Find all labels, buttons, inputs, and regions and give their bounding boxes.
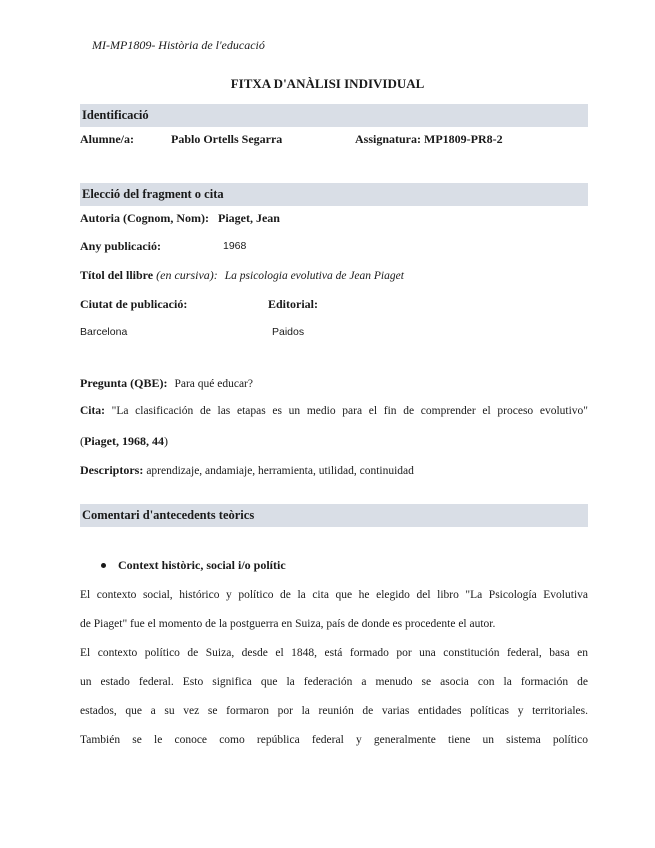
document-title: FITXA D'ANÀLISI INDIVIDUAL [230,76,425,91]
student-label: Alumne/a: [80,132,134,146]
quote-label: Cita: [80,405,105,417]
quote-ref-open: ( [80,434,84,448]
book-label: Títol del llibre [80,268,154,282]
quote-reference [80,434,168,449]
fragment-section-band [80,183,588,206]
quote-ref-close: ) [164,434,168,448]
book-value: La psicologia evolutiva de Jean Piaget [224,270,404,282]
identification-section-band [80,104,588,127]
course-header-note: MI-MP1809- Història de l'educació [92,38,265,52]
identification-heading: Identificació [82,108,149,122]
city-label: Ciutat de publicació: [80,297,188,311]
publisher-value: Paidos [272,326,305,338]
quote-field [80,405,588,417]
descriptors-value: aprendizaje, andamiaje, herramienta, utilidad, continuidad [146,465,414,477]
paragraph-2-line: También se le conoce como república federal y generalmente tiene un sistema político [80,734,588,746]
year-label: Any publicació: [80,239,162,253]
paragraph-1-line: El contexto social, histórico y político de la cita que he elegido del libro "La Psicología Evolutiva [80,589,588,601]
subject-value: MP1809-PR8-2 [424,132,503,146]
question-field [80,376,253,391]
paragraph-2 [80,645,588,761]
commentary-section-band [80,504,588,527]
quote-ref: Piaget, 1968, 44 [84,434,164,448]
paragraph-2-line: El contexto político de Suiza, desde el 1848, está formado por una constitución federal, basa en [80,647,588,659]
paragraph-2-line: estados, que a su vez se formaron por la reunión de varias entidades políticas y territoriales. [80,705,588,717]
paragraph-2-line: un estado federal. Esto significa que la federación a menudo se asocia con la formación de [80,676,588,688]
paragraph-1-line: de Piaget" fue el momento de la postguerra en Suiza, país de donde es procedente el autor. [80,618,496,630]
author-label: Autoria (Cognom, Nom): [80,211,209,225]
commentary-heading: Comentari d'antecedents teòrics [82,508,255,522]
author-field [80,211,280,226]
subject-label: Assignatura: [355,132,422,146]
bullet-heading: Context històric, social i/o polític [118,558,286,572]
publisher-label: Editorial: [268,297,318,311]
bullet-icon [101,563,106,568]
book-hint: (en cursiva): [156,268,218,282]
descriptors-label: Descriptors: [80,463,144,477]
fragment-heading: Elecció del fragment o cita [82,187,224,201]
descriptors-field [80,463,414,478]
book-title-field [80,268,404,283]
question-value: Para qué educar? [174,378,253,390]
author-value: Piaget, Jean [217,211,280,225]
quote-text: "La clasificación de las etapas es un medio para el fin de comprender el proceso evolutivo" [111,405,589,417]
subject-field [355,132,503,147]
year-value: 1968 [223,240,247,252]
question-label: Pregunta (QBE): [80,376,168,390]
student-name: Pablo Ortells Segarra [171,132,283,146]
city-value: Barcelona [80,326,128,338]
paragraph-1 [80,587,588,645]
